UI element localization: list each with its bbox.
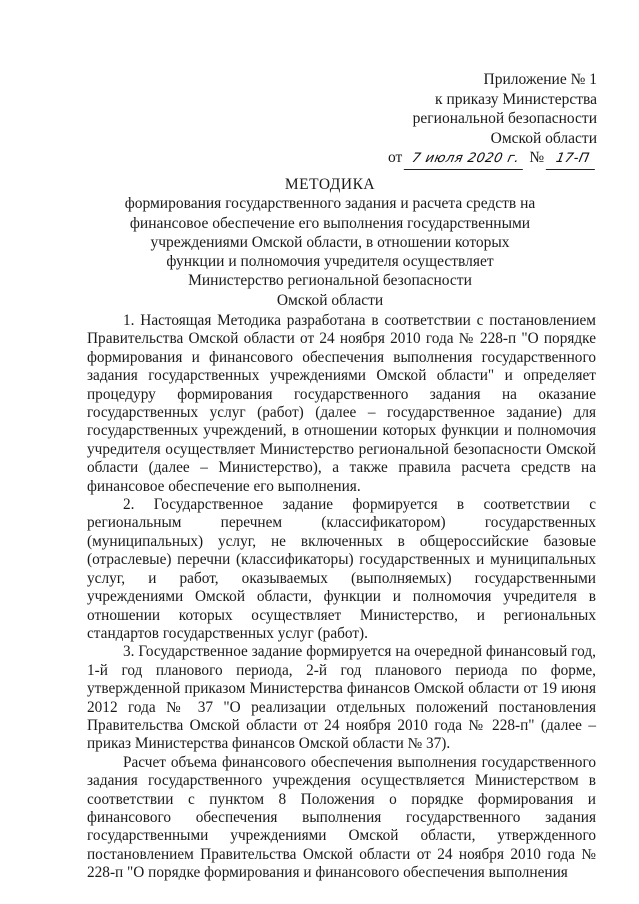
document-title [60,175,600,310]
appendix-line-1: Приложение № 1 [483,71,597,88]
title-line: Министерство региональной безопасности [188,272,472,290]
appendix-line-3: региональной безопасности [412,110,597,127]
appendix-header [388,70,597,170]
appendix-line-4: Омской области [490,129,597,147]
title-main: МЕТОДИКА [284,176,376,193]
appendix-date-line [388,148,597,170]
title-line: финансовое обеспечение его выполнения государственными [129,214,531,232]
appendix-line-2: к приказу Министерства [435,90,597,108]
paragraph-1: 1. Настоящая Методика разработана в соответствии с постановлением Правительства Омской области от 24 ноября 2010 года № 228-п "О порядке формирования и финансового обеспечения выполнения государственного задания государственных учреждениями Омской области" и определяет процедуру формирования государственного задания на оказание государственных услуг (работ) (далее – государственное задание) для государственных учреждений, в отношении которых функции и полномочия учредителя осуществляет Министерство региональной безопасности Омской области (далее – Министерство), а также правила расчета средств на финансовое обеспечение его выполнения. [87,312,596,495]
title-line: формирования государственного задания и расчета средств на [124,195,536,213]
paragraph-4: Расчет объема финансового обеспечения выполнения государственного задания государственного учреждения осуществляется Министерством в соответствии с пунктом 8 Положения о порядке формирования и финансового обеспечения выполнения государственного задания государственными учреждениями Омской области, утвержденного постановлением Правительства Омской области от 24 ноября 2010 года № 228-п "О порядке формирования и финансового обеспечения выполнения [87,753,596,882]
title-line: функции и полномочия учредителя осуществляет [166,253,494,271]
handwritten-date: 7 июля 2020 г. [404,149,528,170]
title-line: учреждениями Омской области, в отношении которых [150,233,510,251]
paragraph-2: 2. Государственное задание формируется в соответствии с региональным перечнем (классификатором) государственных (муниципальных) услуг, не включенных в общероссийские базовые (отраслевые) перечни (классификаторы) государственных и муниципальных услуг, и работ, оказываемых (выполняемых) государственными учреждениями Омской области, функции и полномочия учредителя в отношении которых осуществляет Министерство, и региональных стандартов государственных услуг (работ). [87,496,596,642]
number-prefix: № [529,149,545,166]
date-prefix: от [387,149,403,166]
title-line: Омской области [276,291,384,309]
paragraph-3: 3. Государственное задание формируется на очередной финансовый год, 1-й год планового периода, 2-й год планового периода по форме, утвержденной приказом Министерства финансов Омской области от 19 июня 2012 года № 37 "О реализации отдельных положений постановления Правительства Омской области от 24 ноября 2010 года № 228-п" (далее – приказ Министерства финансов Омской области № 37). [87,643,596,753]
document-body [87,312,596,883]
handwritten-number: 17-П [546,149,599,170]
